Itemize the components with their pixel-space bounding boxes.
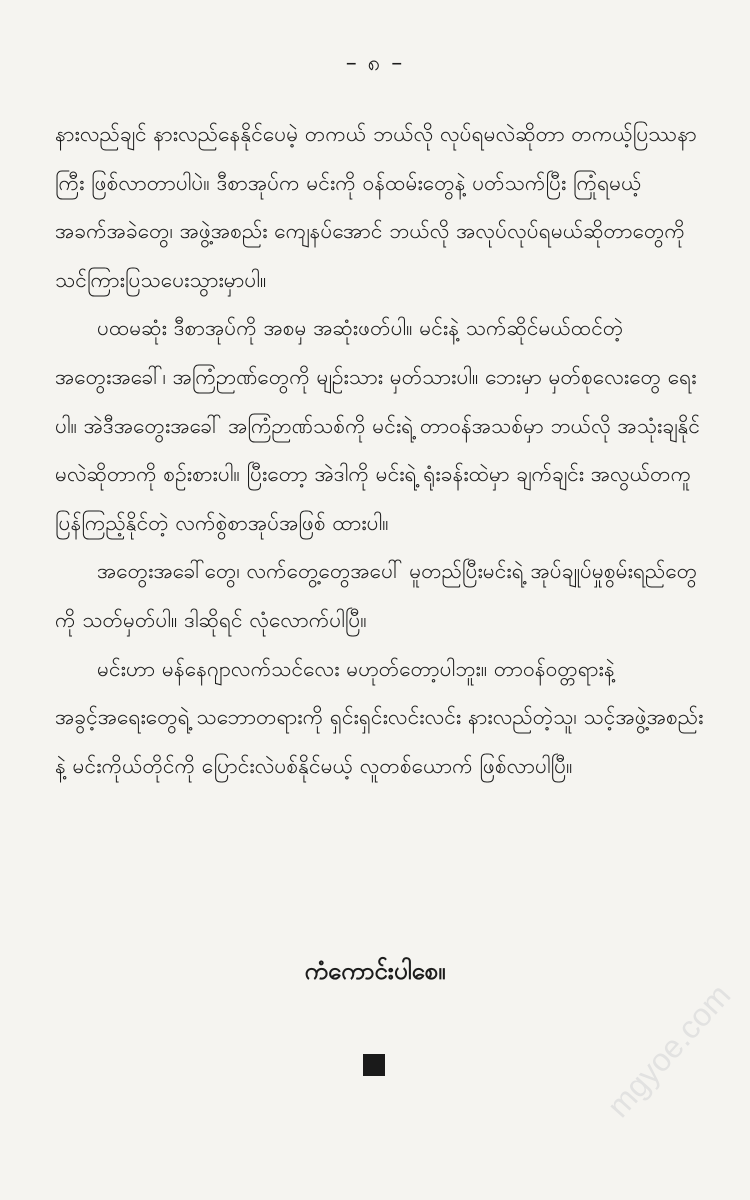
paragraph-3: အတွေးအခေါ်တွေ၊ လက်တွေ့တွေအပေါ် မူတည်ပြီးမင်းရဲ့ အုပ်ချုပ်မှုစွမ်းရည်တွေကို သတ်မှတ်ပါ။ ဒါဆိုရင် လုံလောက်ပါပြီ။ xyxy=(55,559,698,632)
paragraph-4: မင်းဟာ မန်နေဂျာလက်သင်လေး မဟုတ်တော့ပါဘူး။ တာဝန်ဝတ္တရားနဲ့ အခွင့်အရေးတွေရဲ့ သဘောတရားကို ရှင်းရှင်းလင်းလင်း နားလည်တဲ့သူ၊ သင့်အဖွဲ့အစည်းနဲ့ မင်းကိုယ်တိုင်ကို ပြောင်းလဲပစ်နိုင်မယ့် လူတစ်ယောက် ဖြစ်လာပါပြီ။ xyxy=(55,656,704,778)
paragraph-2: ပထမဆုံး ဒီစာအုပ်ကို အစမှ အဆုံးဖတ်ပါ။ မင်းနဲ့ သက်ဆိုင်မယ်ထင်တဲ့ အတွေးအခေါ်၊ အကြံဉာဏ်တွေကို မျဉ်းသား မှတ်သားပါ။ ဘေးမှာ မှတ်စုလေးတွေ ရေးပါ။ အဲဒီအတွေးအခေါ် အကြံဉာဏ်သစ်ကို မင်းရဲ့ တာဝန်အသစ်မှာ ဘယ်လို အသုံးချနိုင်မလဲဆိုတာကို စဉ်းစားပါ။ ပြီးတော့ အဲဒါကို မင်းရဲ့ ရုံးခန်းထဲမှာ ချက်ချင်း အလွယ်တကူ ပြန်ကြည့်နိုင်တဲ့ လက်စွဲစာအုပ်အဖြစ် ထားပါ။ xyxy=(55,316,700,535)
watermark: mgyoe.com xyxy=(600,977,738,1125)
page-number: – ၈ – xyxy=(345,51,405,76)
end-square-icon xyxy=(363,1054,385,1076)
paragraph-1: နားလည်ချင် နားလည်နေနိုင်ပေမဲ့ တကယ် ဘယ်လို လုပ်ရမလဲဆိုတာ တကယ့်ပြဿနာကြီး ဖြစ်လာတာပါပဲ။ ဒီစာအုပ်က မင်းကို ဝန်ထမ်းတွေနဲ့ ပတ်သက်ပြီး ကြုံရမယ့်အခက်အခဲတွေ၊ အဖွဲ့အစည်း ကျေနပ်အောင် ဘယ်လို အလုပ်လုပ်ရမယ်ဆိုတာတွေကို သင်ကြားပြသပေးသွားမှာပါ။ xyxy=(55,122,697,292)
closing-line: ကံကောင်းပါစေ။ xyxy=(304,957,446,985)
body-text xyxy=(55,110,705,790)
